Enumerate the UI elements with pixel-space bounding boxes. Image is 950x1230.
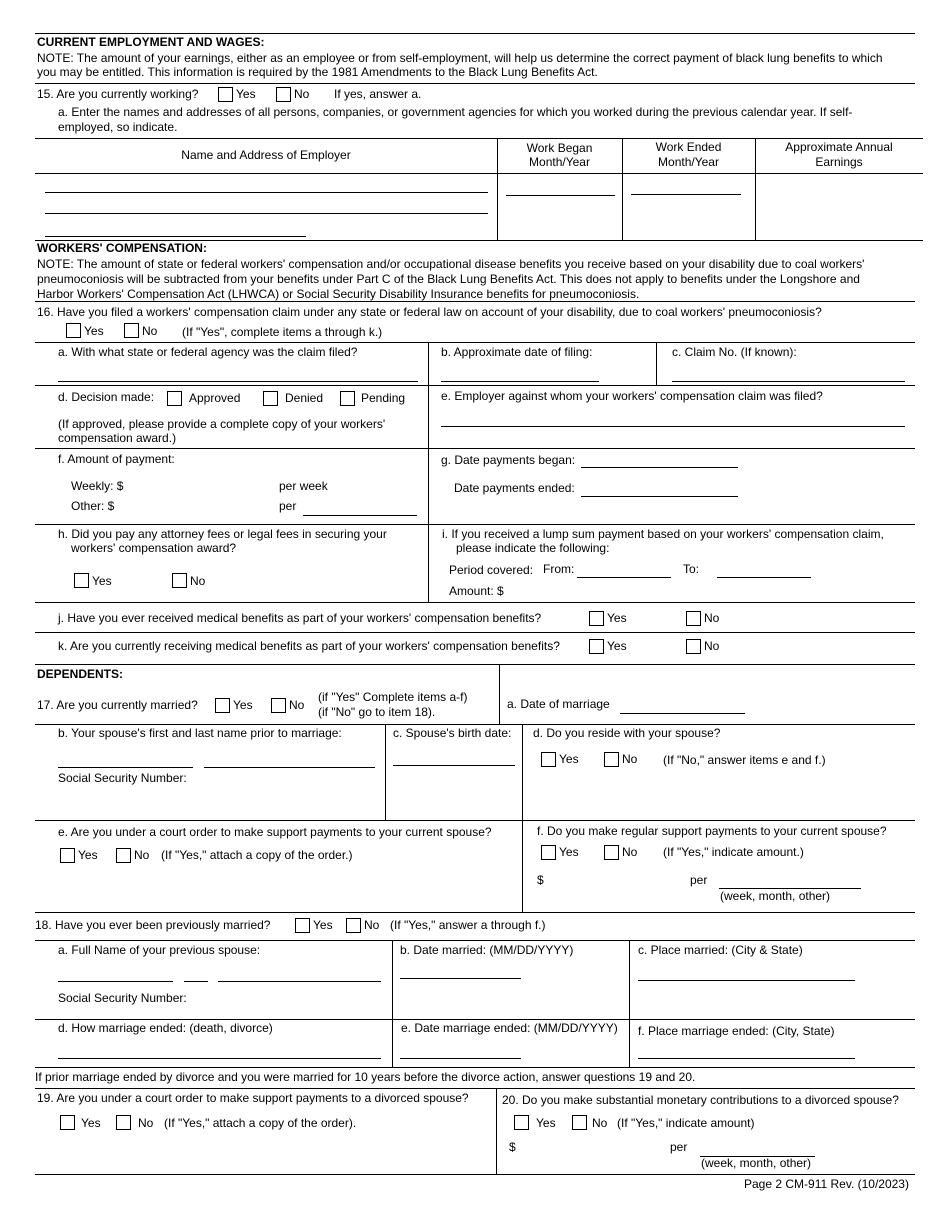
q16d-pending-checkbox[interactable] [340, 391, 355, 406]
q16i-to-label: To: [683, 562, 700, 576]
q18-yes-checkbox[interactable] [295, 918, 310, 933]
q20-instruction: (If "Yes," indicate amount) [617, 1116, 755, 1130]
q17f-label: f. Do you make regular support payments to your current spouse? [537, 824, 887, 838]
q16d-label: d. Decision made: [58, 390, 155, 404]
q16i-from-label: From: [543, 562, 575, 576]
q18e-input[interactable] [400, 1058, 521, 1059]
employer-name-line-3[interactable] [45, 236, 306, 237]
q15a-line2: employed, so indicate. [58, 120, 178, 134]
q18-no-checkbox[interactable] [346, 918, 361, 933]
q16d-pending-label: Pending [361, 391, 406, 405]
q16e-input[interactable] [441, 426, 905, 427]
q17d-no-checkbox[interactable] [604, 752, 619, 767]
q18d-input[interactable] [58, 1058, 381, 1059]
q20-label: 20. Do you make substantial monetary contributions to a divorced spouse? [502, 1093, 899, 1107]
col-earnings-header-2: Earnings [815, 155, 863, 169]
col-ended-header-1: Work Ended [655, 140, 722, 154]
q15-no-checkbox[interactable] [276, 87, 291, 102]
q16i-period-label: Period covered: [449, 563, 534, 577]
work-began-input[interactable] [506, 195, 615, 196]
q16d-denied-checkbox[interactable] [263, 391, 278, 406]
q16d-approved-label: Approved [189, 391, 241, 405]
q16f-per-week-label: per week [279, 479, 328, 493]
q19-no-label: No [138, 1116, 154, 1130]
q16d-note-line2: compensation award.) [58, 431, 177, 445]
q18c-label: c. Place married: (City & State) [638, 943, 803, 957]
q16f-other-label: Other: $ [71, 499, 115, 513]
q16i-to-input[interactable] [717, 577, 811, 578]
q19-instruction: (If "Yes," attach a copy of the order). [164, 1116, 357, 1130]
q16d-denied-label: Denied [285, 391, 324, 405]
q17f-dollar-label: $ [537, 873, 544, 887]
q20-no-label: No [592, 1116, 608, 1130]
employer-name-line-2[interactable] [45, 213, 488, 214]
q16j-no-label: No [704, 611, 720, 625]
q19-yes-label: Yes [81, 1116, 101, 1130]
q17b-last-name-input[interactable] [204, 767, 375, 768]
q16k-yes-checkbox[interactable] [589, 639, 604, 654]
q17f-no-label: No [622, 845, 638, 859]
q16a-input[interactable] [58, 381, 418, 382]
q16-instruction: (If "Yes", complete items a through k.) [182, 325, 383, 339]
q18a-last-name-input[interactable] [218, 981, 381, 982]
col-began-header-2: Month/Year [529, 155, 590, 169]
q16k-yes-label: Yes [607, 639, 627, 653]
q16k-label: k. Are you currently receiving medical benefits as part of your workers' compensation benefits? [58, 639, 560, 653]
q16-no-checkbox[interactable] [124, 323, 139, 338]
employment-heading: CURRENT EMPLOYMENT AND WAGES: [37, 35, 265, 49]
q16-yes-label: Yes [84, 324, 104, 338]
q18b-input[interactable] [400, 978, 521, 979]
q16f-weekly-label: Weekly: $ [71, 479, 124, 493]
q17-yes-checkbox[interactable] [215, 698, 230, 713]
q17c-input[interactable] [393, 765, 515, 766]
workers-comp-note-line2: pneumoconiosis will be subtracted from your benefits under Part C of the Black Lung Benefits Act. This does not apply to benefits under the Longshore and [37, 272, 860, 286]
q16i-amount-label: Amount: $ [449, 584, 504, 598]
q16f-per-label: per [279, 499, 297, 513]
q18a-label: a. Full Name of your previous spouse: [58, 943, 261, 957]
col-employer-header: Name and Address of Employer [181, 148, 351, 162]
q16b-label: b. Approximate date of filing: [441, 345, 593, 359]
q16h-line1: h. Did you pay any attorney fees or legal fees in securing your [58, 527, 387, 541]
q15-yes-checkbox[interactable] [218, 87, 233, 102]
divorce-note: If prior marriage ended by divorce and you were married for 10 years before the divorce action, answer questions 19 and 20. [35, 1070, 696, 1084]
q20-dollar-label: $ [509, 1140, 516, 1154]
q17d-yes-checkbox[interactable] [541, 752, 556, 767]
q16c-input[interactable] [672, 381, 905, 382]
q17f-per-label: per [690, 873, 708, 887]
q20-yes-checkbox[interactable] [514, 1115, 529, 1130]
q16h-yes-label: Yes [92, 574, 112, 588]
q17c-label: c. Spouse's birth date: [393, 726, 512, 740]
q17d-instruction: (If "No," answer items e and f.) [663, 753, 826, 767]
q16i-line2: please indicate the following: [456, 541, 610, 555]
q16h-no-label: No [190, 574, 206, 588]
q18f-input[interactable] [638, 1058, 855, 1059]
workers-comp-note-line3: Harbor Workers' Compensation Act (LHWCA) or Social Security Disability Insurance benefits for pneumoconiosis. [37, 287, 640, 301]
q16-no-label: No [142, 324, 158, 338]
q17-label: 17. Are you currently married? [37, 698, 198, 712]
q16f-other-period-input[interactable] [303, 515, 417, 516]
q16-yes-checkbox[interactable] [66, 323, 81, 338]
q15-yes-label: Yes [236, 87, 256, 101]
q16g-ended-label: Date payments ended: [454, 481, 575, 495]
q18a-middle-initial-input[interactable] [184, 981, 208, 982]
q16e-label: e. Employer against whom your workers' compensation claim was filed? [441, 389, 823, 403]
q16a-label: a. With what state or federal agency was the claim filed? [58, 345, 358, 359]
q19-yes-checkbox[interactable] [60, 1115, 75, 1130]
q17d-no-label: No [622, 752, 638, 766]
q15-no-label: No [294, 87, 310, 101]
q16j-yes-checkbox[interactable] [589, 611, 604, 626]
q16h-yes-checkbox[interactable] [74, 573, 89, 588]
q16f-label: f. Amount of payment: [58, 452, 175, 466]
q17f-period-hint: (week, month, other) [720, 889, 831, 903]
q18a-first-name-input[interactable] [58, 981, 173, 982]
q16g-began-label: g. Date payments began: [441, 453, 576, 467]
q16c-label: c. Claim No. (If known): [672, 345, 797, 359]
q17b-first-name-input[interactable] [58, 767, 193, 768]
q16j-no-checkbox[interactable] [686, 611, 701, 626]
employment-note-line2: you may be entitled. This information is required by the 1981 Amendments to the Black Lung Benefits Act. [37, 65, 598, 79]
q17e-yes-checkbox[interactable] [60, 848, 75, 863]
q17b-ssn-label: Social Security Number: [58, 771, 187, 785]
q19-no-checkbox[interactable] [116, 1115, 131, 1130]
q17e-label: e. Are you under a court order to make support payments to your current spouse? [58, 825, 492, 839]
q16i-from-input[interactable] [577, 577, 671, 578]
q18b-label: b. Date married: (MM/DD/YYYY) [400, 943, 574, 957]
q18f-label: f. Place marriage ended: (City, State) [638, 1024, 835, 1038]
q18e-label: e. Date marriage ended: (MM/DD/YYYY) [401, 1021, 618, 1035]
q17f-yes-label: Yes [559, 845, 579, 859]
q18a-ssn-label: Social Security Number: [58, 991, 187, 1005]
q18-no-label: No [364, 918, 380, 932]
q18d-label: d. How marriage ended: (death, divorce) [58, 1021, 273, 1035]
q16g-ended-input[interactable] [581, 496, 738, 497]
q17-instruction-1: (if "Yes" Complete items a-f) [318, 690, 468, 704]
q18-label: 18. Have you ever been previously married? [35, 918, 271, 932]
q17e-instruction: (If "Yes," attach a copy of the order.) [161, 848, 353, 862]
q20-period-hint: (week, month, other) [701, 1156, 812, 1170]
q17f-yes-checkbox[interactable] [541, 845, 556, 860]
q17b-label: b. Your spouse's first and last name prior to marriage: [58, 726, 342, 740]
col-began-header-1: Work Began [526, 141, 593, 155]
q20-per-label: per [670, 1140, 688, 1154]
q16g-began-input[interactable] [581, 467, 738, 468]
employment-note-line1: NOTE: The amount of your earnings, either as an employee or from self-employment, will help us determine the correct payment of black lung benefits to which [37, 51, 883, 65]
q17e-no-label: No [134, 848, 150, 862]
q16k-no-label: No [704, 639, 720, 653]
q17f-instruction: (If "Yes," indicate amount.) [663, 845, 804, 859]
q16h-no-checkbox[interactable] [172, 573, 187, 588]
q19-label: 19. Are you under a court order to make support payments to a divorced spouse? [37, 1091, 469, 1105]
q16k-no-checkbox[interactable] [686, 639, 701, 654]
q17-no-label: No [289, 698, 305, 712]
col-earnings-header-1: Approximate Annual [785, 140, 893, 154]
q15a-line1: a. Enter the names and addresses of all persons, companies, or government agencies for which you worked during the previous calendar year. If self- [58, 105, 853, 119]
dependents-heading: DEPENDENTS: [37, 667, 124, 681]
q16b-input[interactable] [441, 381, 599, 382]
q17-no-checkbox[interactable] [271, 698, 286, 713]
q15-instruction: If yes, answer a. [334, 87, 422, 101]
q17e-yes-label: Yes [78, 848, 98, 862]
q16d-note-line1: (If approved, please provide a complete copy of your workers' [58, 417, 386, 431]
q20-yes-label: Yes [536, 1116, 556, 1130]
work-ended-input[interactable] [631, 194, 741, 195]
q15-label: 15. Are you currently working? [37, 87, 199, 101]
q17d-label: d. Do you reside with your spouse? [533, 726, 721, 740]
q18c-input[interactable] [638, 980, 855, 981]
q16j-yes-label: Yes [607, 611, 627, 625]
q20-no-checkbox[interactable] [572, 1115, 587, 1130]
q17a-input[interactable] [620, 713, 745, 714]
q16j-label: j. Have you ever received medical benefits as part of your workers' compensation benefits? [58, 611, 542, 625]
workers-comp-heading: WORKERS' COMPENSATION: [37, 241, 207, 255]
q16h-line2: workers' compensation award? [71, 541, 237, 555]
q17d-yes-label: Yes [559, 752, 579, 766]
q17-yes-label: Yes [233, 698, 253, 712]
q18-instruction: (If "Yes," answer a through f.) [390, 918, 546, 932]
page-footer: Page 2 CM-911 Rev. (10/2023) [744, 1177, 909, 1191]
workers-comp-note-line1: NOTE: The amount of state or federal workers' compensation and/or occupational disease benefits you receive based on your disability due to coal workers' [37, 257, 865, 271]
q17f-no-checkbox[interactable] [604, 845, 619, 860]
q16d-approved-checkbox[interactable] [167, 391, 182, 406]
q18-yes-label: Yes [313, 918, 333, 932]
q17-instruction-2: (if "No" go to item 18). [318, 705, 436, 719]
col-ended-header-2: Month/Year [658, 155, 719, 169]
q17e-no-checkbox[interactable] [116, 848, 131, 863]
q17a-label: a. Date of marriage [507, 697, 610, 711]
q16i-line1: i. If you received a lump sum payment based on your workers' compensation claim, [442, 527, 884, 541]
q16-label: 16. Have you filed a workers' compensation claim under any state or federal law on account of your disability, due to coal workers' pneumoconiosis? [37, 305, 822, 319]
employer-name-line-1[interactable] [45, 192, 488, 193]
